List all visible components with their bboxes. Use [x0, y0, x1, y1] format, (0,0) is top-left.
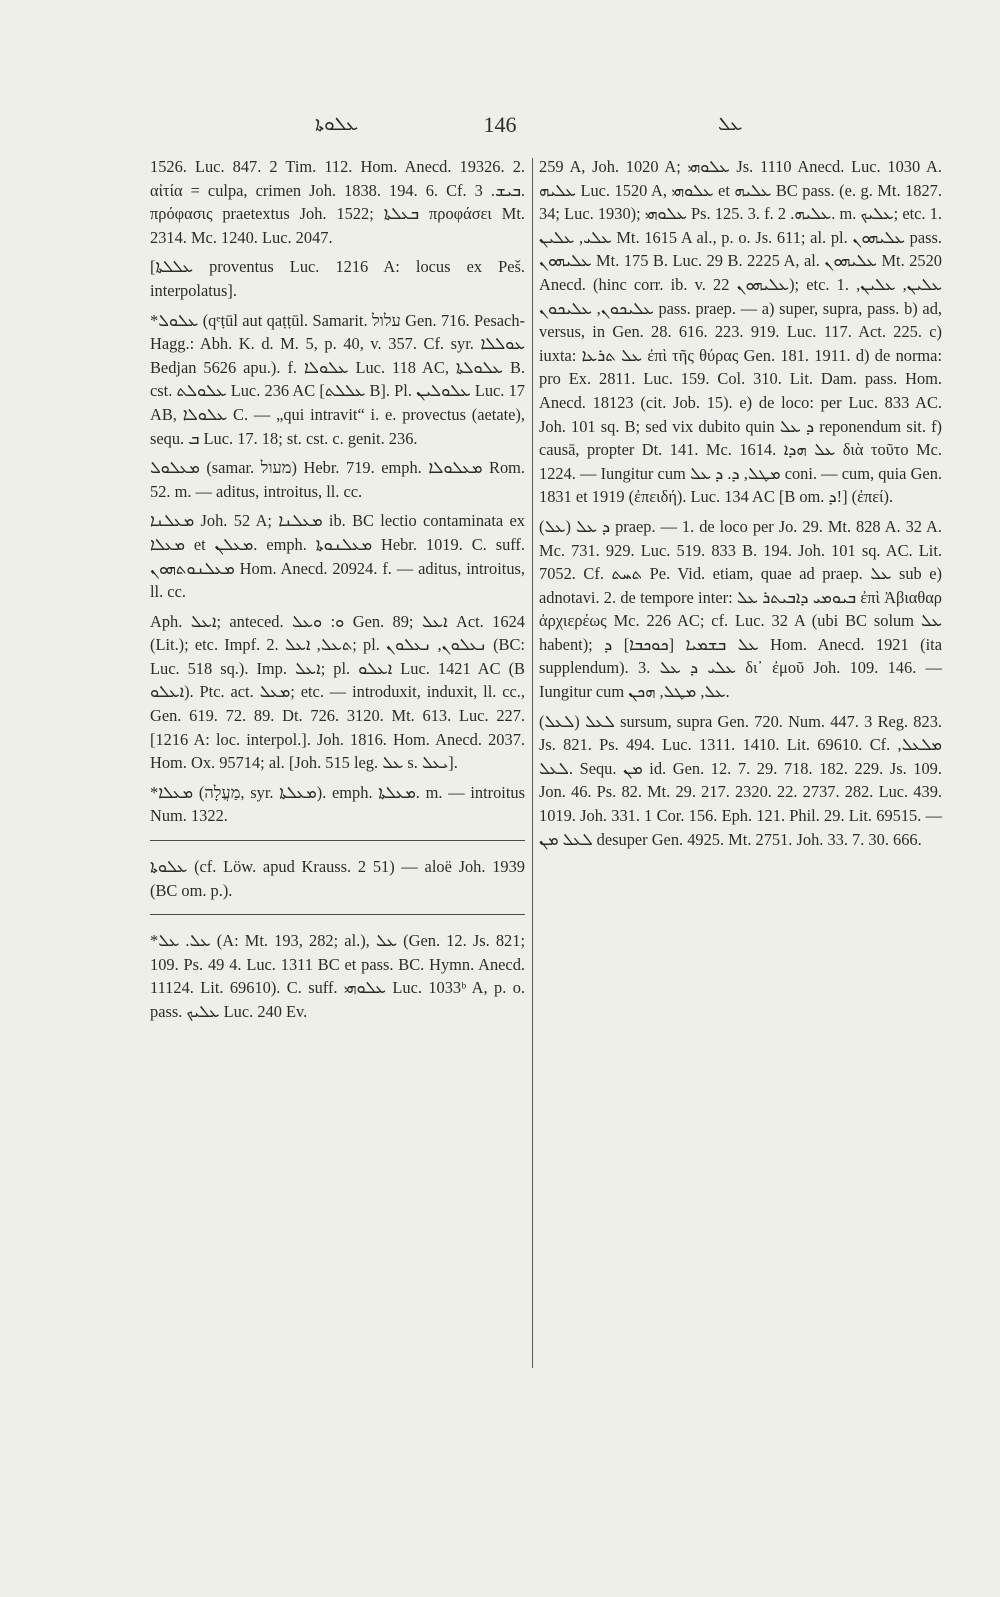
entry-separator-rule: [150, 840, 525, 841]
page-number: 146: [483, 112, 517, 137]
dictionary-entry: *ܡܥܠܐ (מַעֲלָה, syr. ܡܥܠܬܐ). emph. ܡܥܠܬܐ. m. — introitus Num. 1322.: [150, 782, 525, 826]
dictionary-entry: *ܥܠ. ܥܠ (A: Mt. 193, 282; al.), ܥܠ (Gen. 12. Js. 821; 109. Ps. 49 4. Luc. 1311 BC et pass. BC. Hymn. Anecd. 11124. Lit. 69610). C. suff. ܥܠܘܗܝ Luc. 1033ᵇ A, p. o. pass. ܥܠܝܟ Luc. 240 Ev.: [150, 931, 525, 1021]
dictionary-entry: [ܥܠܠܬܐ proventus Luc. 1216 A: locus ex Peš. interpolatus].: [150, 257, 525, 300]
dictionary-entry: 1526. Luc. 847. 2 Tim. 112. Hom. Anecd. 19326. 2. αἰτία = culpa, crimen Joh. 1838. 194. 6. Cf. ܒܝܫ. 3. πρόφασις praetextus Joh. 1522; ܒܥܠܬܐ προφάσει Mt. 2314. Mc. 1240. Luc. 2047.: [150, 157, 526, 247]
dictionary-entry: Aph. ܐܥܠ; anteced. ܘ: ܘܥܠ Gen. 89; ܐܥܠ Act. 1624 (Lit.); etc. Impf. 2. ܬܥܠ, ܐܥܠ; pl. ܢܥܠܘܢ, ܢܥܠܘܢ (BC: Luc. 518 sq.). Imp. ܐܥܠ; pl. ܐܥܠܘ Luc. 1421 AC (B ܐܥܠܘ). Ptc. act. ܡܥܠ; etc. — introduxit, induxit, ll. cc., Gen. 619. 72. 89. Dt. 726. 3120. Mt. 613. Luc. 227. [1216 A: loc. interpol.]. Joh. 1816. Hom. Anecd. 2037. Hom. Ox. 95714; al. [Joh. 515 leg. ܥܠ s. ܝܥܠ].: [150, 611, 525, 773]
dictionary-entry: ܠܥܠ (ܠܥܠ) sursum, supra Gen. 720. Num. 447. 3 Reg. 823. Js. 821. Ps. 494. Luc. 1311. 1410. Lit. 69610. Cf. ܡܠܥܠ, ܠܥܠ. Sequ. ܡܢ id. Gen. 12. 7. 29. 718. 182. 229. Js. 109. Jon. 46. Ps. 82. Mt. 29. 217. 2320. 22. 2737. 282. Luc. 439. 1019. Joh. 331. 1 Cor. 156. Eph. 121. Phil. 29. Lit. 69515. — ܠܥܠ ܡܢ desuper Gen. 4925. Mt. 2751. Joh. 33. 7. 30. 666.: [539, 711, 942, 849]
dictionary-entry: *ܥܠܘܠ (qᵉṭūl aut qaṭṭūl. Samarit. עלול Gen. 716. Pesach-Hagg.: Abh. K. d. M. 5, p. 40, v. 357. Cf. syr. ܥܘܠܠܐ Bedjan 5626 apu.). f. ܥܠܘܠܐ Luc. 118 AC, ܥܠܘܠܬܐ B. cst. ܥܠܘܠܬ Luc. 236 AC [ܥܠܠܬ B]. Pl. ܥܠܘܠܝܢ Luc. 17 AB, ܥܠܘܠܐ C. — „qui intravit“ i. e. provectus (aetate), sequ. ܒ Luc. 17. 18; st. cst. c. genit. 236.: [150, 310, 525, 448]
left-column: [150, 155, 525, 1030]
dictionary-entry: ܥܠܘܬܐ (cf. Löw. apud Krauss. 2 51) — aloë Joh. 1939 (BC om. p.).: [150, 857, 525, 900]
running-head-right: ܥܠ: [718, 114, 743, 135]
running-head-left: ܥܠܘܬܐ: [315, 114, 359, 135]
dictionary-entry: ܡܥܠܘܠ (samar. מעול) Hebr. 719. emph. ܡܥܠܘܠܐ Rom. 52. m. — aditus, introitus, ll. cc.: [150, 458, 526, 501]
dictionary-entry: ܡܥܠܢܐ Joh. 52 A; ܡܥܠܢܐ ib. BC lectio contaminata ex ܡܥܠܐ et ܡܥܠܢ. emph. ܡܥܠܢܘܬܐ Hebr. 1019. C. suff. ܡܥܠܢܘܬܗܘܢ Hom. Anecd. 20924. f. — aditus, introitus, ll. cc.: [150, 511, 525, 602]
dictionary-entry: 259 A, Joh. 1020 A; ܥܠܘܗܝ Js. 1110 Anecd. Luc. 1030 A. ܥܠܝܗ Luc. 1520 A, ܥܠܘܗܝ et ܥܠܝܗ BC pass. (e. g. Mt. 1827. 34; Luc. 1930); ܥܠܘܗܝ Ps. 125. 3. f. ܥܠܝܗ. 2. m. ܥܠܝܟ; etc. 1. ܥܠܝ, ܥܠܝܢ Mt. 1615 A al., p. o. Js. 611; al. pl. ܥܠܝܗܘܢ pass. ܥܠܝܗܘܢ Mt. 175 B. Luc. 29 B. 2225 A, al. ܥܠܝܗܘܢ Mt. 2520 Anecd. (hinc corr. ib. v. 22 ܥܠܝܗܘܢ); etc. 1. ܥܠܝܢ, ܥܠܝܢ, ܥܠܝܟܘܢ, ܥܠܝܟܘܢ pass. praep. — a) super, supra, pass. b) ad, versus, in Gen. 28. 616. 223. 919. Luc. 117. Act. 225. c) iuxta: ܥܠ ܬܪܥܐ ἐπὶ τῆς θύρας Gen. 181. 1911. d) de norma: pro Ex. 2811. Luc. 159. Col. 310. Lit. Dam. pass. Hom. Anecd. 18123 (cit. Job. 15). e) de loco: per Luc. 833 AC. Joh. 101 sq. B; sed vix dubito quin ܕ ܥܠ reponendum sit. f) causā, propter Dt. 141. Mc. 1614. ܥܠ ܗܕܐ διὰ τοῦτο Mc. 1224. — Iungitur cum ܡܛܠ, ܕ. ܕ ܥܠ coni. — cum, quia Gen. 1831 et 1919 (ἐπειδή). Luc. 134 AC [B om. ܕ!] (ἐπεί).: [539, 157, 943, 507]
column-divider: [532, 158, 533, 1368]
right-column: [539, 155, 942, 857]
entry-separator-rule: [150, 914, 525, 915]
dictionary-entry: ܕ ܥܠ (ܥܠ) praep. — 1. de loco per Jo. 29. Mt. 828 A. 32 A. Mc. 731. 929. Luc. 519. 833 B. 194. Joh. 101 sq. AC. Lit. 7052. Cf. ܬܚܬ Pe. Vid. etiam, quae ad praep. ܥܠ sub e) adnotavi. 2. de tempore inter: ܒܝܘܡܝ ܕܐܒܝܬܪ ܥܠ ἐπὶ Ἀβιαθαρ ἀρχιερέως Mc. 226 AC; cf. Luc. 32 A (ubi BC solum ܥܠ habent); ܥܠ ܒܫܡܝܐ [ܟܘܟܒܐ] ܕ Hom. Anecd. 1921 (ita supplendum). 3. ܥܠܝ ܕ ܥܠ δι᾽ ἐμοῦ Joh. 109. 146. — Iungitur cum ܥܠ, ܡܛܠ, ܗܟܢ.: [539, 516, 942, 702]
